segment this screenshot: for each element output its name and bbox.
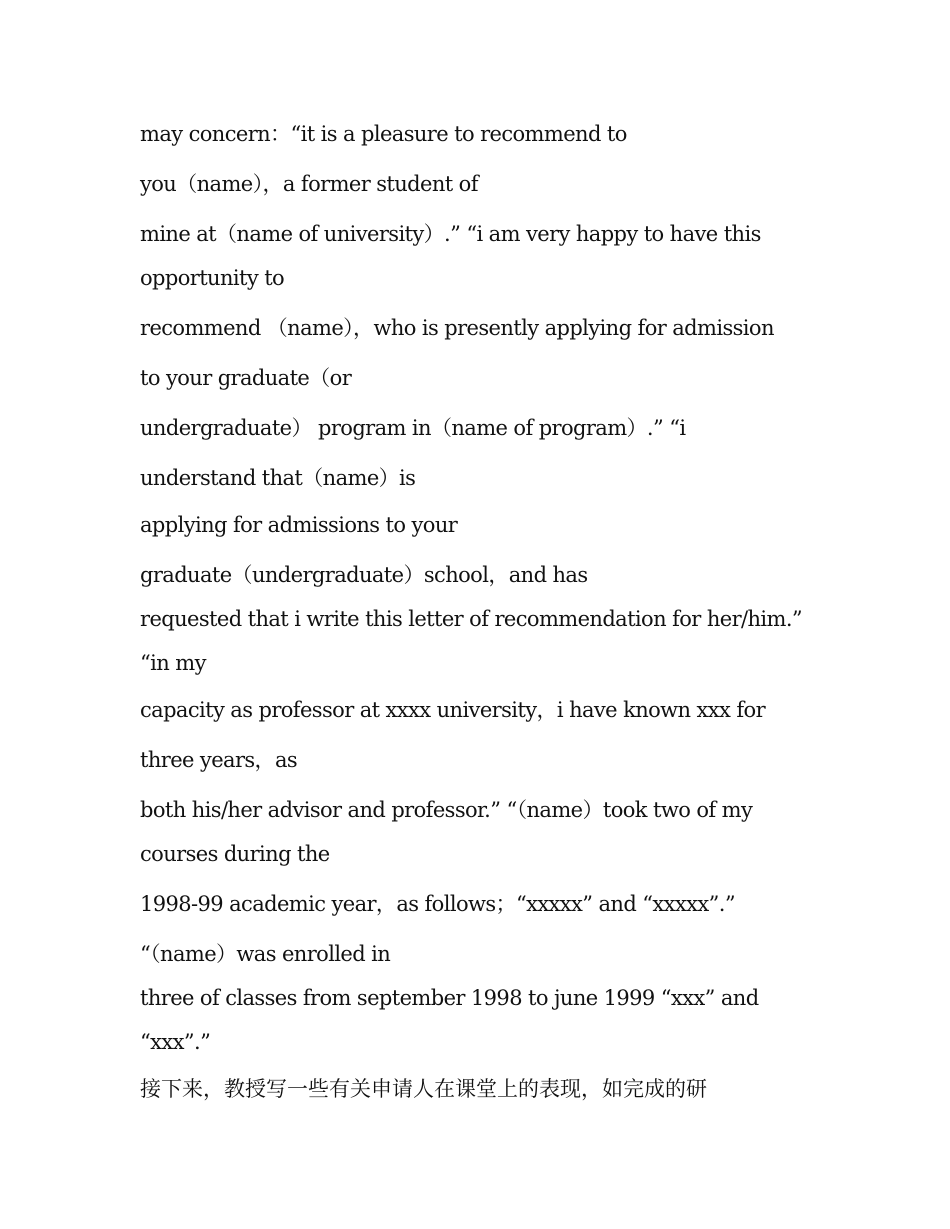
- letter-body: [140, 112, 812, 1111]
- paragraph-5: to your graduate（or: [140, 366, 352, 390]
- paragraph-12: three years，as: [140, 748, 298, 772]
- paragraph-9: graduate（undergraduate）school，and has: [140, 563, 588, 587]
- paragraph-6: undergraduate） program in（name of program）.” “i: [140, 416, 686, 440]
- paragraph-17: 接下来，教授写一些有关申请人在课堂上的表现，如完成的研: [140, 1077, 707, 1101]
- paragraph-15: “（name）was enrolled in: [140, 942, 391, 966]
- paragraph-3: mine at（name of university）.” “i am very happy to have this opportunity to: [140, 222, 761, 290]
- paragraph-4: recommend （name），who is presently applying for admission: [140, 316, 774, 340]
- paragraph-16: three of classes from september 1998 to june 1999 “xxx” and “xxx”.”: [140, 986, 759, 1054]
- paragraph-10: requested that i write this letter of recommendation for her/him.” “in my: [140, 607, 803, 675]
- paragraph-14: 1998-99 academic year，as follows；“xxxxx” and “xxxxx”.”: [140, 892, 735, 916]
- paragraph-7: understand that（name）is: [140, 466, 416, 490]
- paragraph-11: capacity as professor at xxxx university，i have known xxx for: [140, 698, 766, 722]
- paragraph-8: applying for admissions to your: [140, 513, 458, 537]
- paragraph-13: both his/her advisor and professor.” “（name）took two of my courses during the: [140, 798, 753, 866]
- paragraph-1: may concern：“it is a pleasure to recommend to: [140, 122, 627, 146]
- paragraph-2: you（name），a former student of: [140, 172, 478, 196]
